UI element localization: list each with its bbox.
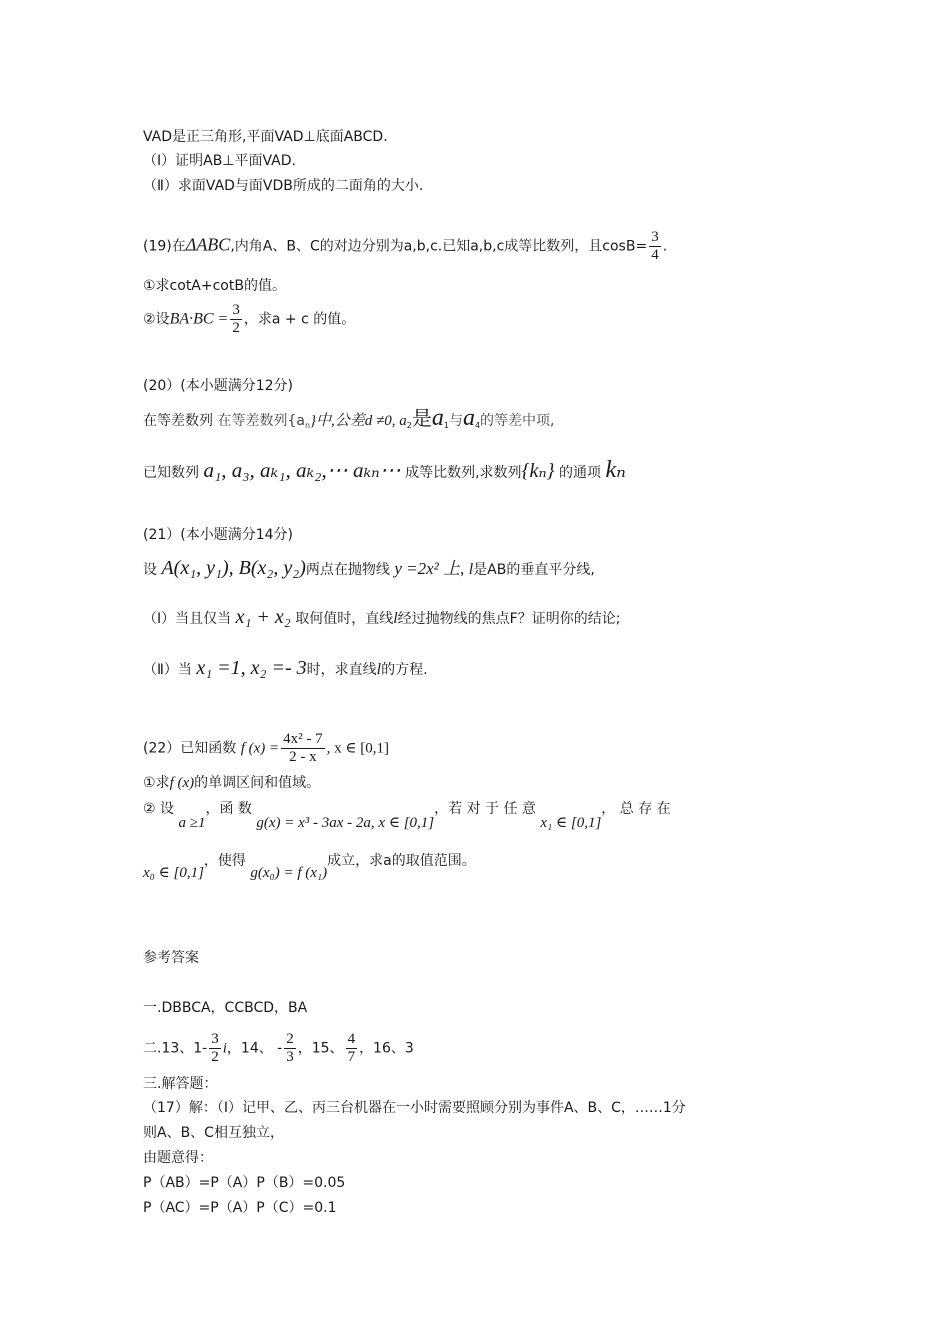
q20-l1-a4: a [462, 405, 475, 431]
q22-p2-cond: a ≥1 [178, 815, 206, 831]
q22-p2-exist: ， 总 存 在 [601, 801, 671, 817]
q19-period: . [662, 238, 668, 255]
q21-part1 [143, 605, 620, 629]
q22-p2-func: ，函 数 [205, 801, 252, 817]
q20-l1-math: 在等差数列{$a_n$ [217, 413, 311, 430]
q19-line [143, 230, 667, 263]
q20-l1-yu: 与 [448, 413, 463, 429]
q21-p1-prefix: （Ⅰ）当且仅当 [143, 611, 232, 627]
a2-f2-num: 2 [286, 1031, 294, 1047]
q22-prefix: (22）已知函数 [143, 740, 237, 757]
q18-line1: VAD是正三角形,平面VAD⊥底面ABCD. [143, 129, 388, 145]
a2-f1-den: 2 [211, 1049, 219, 1065]
q22-p2-a: ② 设 [143, 801, 175, 817]
q21-l1-l: l [468, 561, 474, 578]
a2-f1-num: 3 [211, 1031, 219, 1047]
q21-parabola: y =2x² 上, [394, 559, 465, 578]
q22-line [143, 732, 389, 765]
answers-title: 参考答案 [143, 950, 199, 966]
q21-p1-mid: 取何值时，直线 [295, 611, 394, 627]
q18-part2: （Ⅱ）求面VAD与面VDB所成的二面角的大小. [143, 178, 424, 194]
s17-line1: （17）解：（Ⅰ）记甲、乙、丙三台机器在一小时需要照顾分别为事件A、B、C，……1分 [143, 1100, 686, 1116]
q19-p2-num: 3 [232, 302, 240, 318]
a2-prefix: 二.13、1- [143, 1040, 208, 1057]
q20-l1-mid: }中,公差d ≠0, a [310, 413, 407, 429]
q20-l2-seq: a₁, a₃, aₖ₁, aₖ₂,⋯ aₖₙ⋯ [203, 458, 401, 482]
a2-f2-den: 3 [286, 1049, 294, 1065]
q20-l1-end: 的等差中项, [480, 413, 555, 429]
q21-line1 [143, 556, 595, 580]
q20-l1-a1: a [431, 405, 444, 431]
q19-part1: ①求cotA+cotB的值。 [143, 278, 286, 294]
answers-part-two [143, 1032, 414, 1065]
q20-l1-shi: 是 [411, 406, 432, 430]
q21-l1-prefix: 设 [143, 562, 157, 578]
q20-header: (20）(本小题满分12分) [143, 378, 294, 394]
q22-p1-end: 的单调区间和值域。 [194, 775, 321, 791]
a2-f3-num: 4 [347, 1031, 356, 1047]
q21-p2-end: 的方程. [381, 662, 428, 678]
q18-part1: （Ⅰ）证明AB⊥平面VAD. [143, 153, 296, 169]
q19-cosb-fraction [649, 230, 661, 263]
q19-p2-fraction [230, 303, 242, 336]
q20-l2-end: 的通项 [559, 465, 601, 481]
a2-14: ，14、 - [226, 1040, 283, 1057]
q21-p2-mid: 时，求直线 [306, 662, 377, 678]
a2-fraction-2 [284, 1032, 296, 1065]
q21-p2-l: l [376, 661, 382, 678]
a2-15: ，15、 [297, 1040, 344, 1057]
q22-p1-prefix: ①求 [143, 775, 170, 791]
q21-p1-math: x₁ + x₂ [235, 606, 291, 628]
q19-cosb-num: 3 [651, 229, 659, 245]
a2-fraction-3 [346, 1032, 358, 1065]
q21-p2-prefix: （Ⅱ）当 [143, 662, 192, 678]
q20-line2 [143, 456, 626, 485]
q19-vector-product: BA·BC = [169, 310, 229, 328]
s17-line5: P（AC）=P（A）P（C）=0.1 [143, 1200, 337, 1216]
q22-p3-mid: ，使得 [203, 853, 246, 869]
q19-label: (19)在 [143, 238, 186, 255]
a2-16: ，16、3 [359, 1040, 414, 1057]
q21-header: (21）(本小题满分14分) [143, 527, 294, 543]
q22-p2-g: g(x) = x³ - 3ax - 2a, x ∈ [0,1] [256, 815, 435, 831]
q22-p3-x0: x₀ ∈ [0,1] [143, 865, 204, 881]
q22-p2-any: ，若 对 于 任 意 [434, 801, 536, 817]
a2-fraction-1 [209, 1032, 221, 1065]
q22-part3 [143, 852, 476, 881]
q22-p3-eq: g(x₀) = f (x₁) [250, 865, 328, 881]
q22-p1-fx: f (x) [169, 775, 195, 791]
answers-part-one: 一.DBBCA，CCBCD，BA [143, 1000, 308, 1016]
q21-part2 [143, 656, 428, 680]
s17-line4: P（AB）=P（A）P（B）=0.05 [143, 1175, 346, 1191]
q21-l1-end: 是AB的垂直平分线, [473, 562, 595, 578]
q22-den: 2 - x [289, 749, 317, 765]
q20-line1: 在等差数列 在等差数列$\{a_n\}$中,公差d ≠0, $a_2$是$a_1$与$a_4$的等差中项, [143, 405, 555, 431]
q22-part1 [143, 774, 320, 792]
q21-p1-l: l [393, 610, 398, 627]
q21-l1-mid: 两点在抛物线 [305, 562, 390, 578]
q19-cosb-den: 4 [651, 247, 659, 263]
s17-line2: 则A、B、C相互独立， [143, 1125, 284, 1141]
a2-imag-unit: i [222, 1040, 227, 1057]
q19-p2-prefix: ②设 [143, 311, 170, 328]
q22-p2-x1: x₁ ∈ [0,1] [540, 815, 602, 831]
q20-l2-mid: 成等比数列,求数列 [405, 465, 522, 481]
s17-line3: 由题意得： [143, 1150, 213, 1166]
q20-l1-prefix: 在等差数列 [143, 413, 213, 429]
q19-part2 [143, 303, 355, 336]
answers-part-three: 三.解答题： [143, 1076, 218, 1092]
q22-p3-end: 成立，求a的取值范围。 [327, 853, 476, 869]
q21-p1-end: 经过抛物线的焦点F？证明你的结论; [397, 611, 621, 627]
q20-l2-kn: kₙ [605, 457, 626, 483]
a2-f3-den: 7 [347, 1049, 356, 1065]
q19-p2-den: 2 [232, 320, 240, 336]
q22-domain: , x ∈ [0,1] [326, 740, 390, 757]
q19-text: ,内角A、B、C的对边分别为a,b,c.已知a,b,c成等比数列，且cosB= [230, 238, 648, 255]
q19-triangle: ΔABC [185, 234, 231, 255]
q19-p2-suffix: ，求a + c 的值。 [243, 311, 356, 328]
q20-l2-k: {kₙ} [521, 460, 555, 482]
q22-fx: f (x) = [240, 740, 280, 757]
q21-points: A(x₁, y₁), B(x₂, y₂) [161, 557, 306, 579]
q22-num: 4x² - 7 [283, 731, 323, 747]
q20-l2-prefix: 已知数列 [143, 465, 199, 481]
q22-part2 [143, 800, 671, 831]
q21-p2-math: x₁ =1, x₂ =- 3 [196, 657, 307, 679]
q22-fraction [281, 732, 325, 765]
